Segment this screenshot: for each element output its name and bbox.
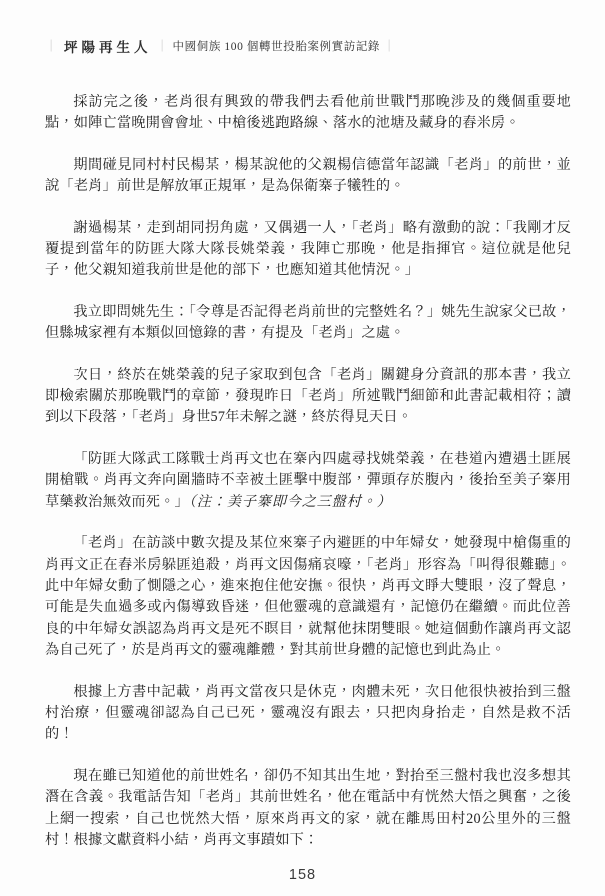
body-paragraph: 根據上方書中記載，肖再文當夜只是休克，肉體未死，次日他很快被抬到三盤村治療，但靈魂卻認為自己已死，靈魂沒有跟去，只把肉身抬走，自然是救不活的！	[45, 683, 571, 743]
body-paragraph: 現在雖已知道他的前世姓名，卻仍不知其出生地，對抬至三盤村我也沒多想其潛在含義。我電話告知「老肖」其前世姓名，他在電話中有恍然大悟之興奮，之後上網一搜索，自己也恍然大悟，原來肖再文的家，就在離馬田村20公里外的三盤村！根據文獻資料小結，肖再文事蹟如下：	[45, 767, 571, 848]
body-paragraph: 採訪完之後，老肖很有興致的帶我們去看他前世戰鬥那晚涉及的幾個重要地點，如陣亡當晚開會會址、中槍後逃跑路線、落水的池塘及藏身的舂米房。	[45, 94, 571, 132]
body-paragraph: 謝過楊某，走到胡同拐角處，又偶遇一人，「老肖」略有激動的說：「我剛才反覆提到當年的防匪大隊大隊長姚榮義，我陣亡那晚，他是指揮官。這位就是他兒子，他父親知道我前世是他的部下，也應知道其他情況。」	[45, 219, 571, 279]
editor-note: （注：美子寨即今之三盤村。）	[188, 493, 392, 510]
header-separator-bar: ｜	[385, 39, 393, 53]
quoted-passage: 「防匪大隊武工隊戰士肖再文也在寨內四處尋找姚榮義，在巷道內遭遇土匪展開槍戰。肖再文奔向圍牆時不幸被土匪擊中腹部，彈頭存於腹內，後抬至美子寨用草藥救治無效而死。」	[45, 450, 571, 510]
book-subtitle: 中國侗族 100 個轉世投胎案例實訪記錄	[172, 41, 381, 53]
page-body	[45, 92, 571, 871]
page-number: 158	[288, 867, 317, 883]
body-paragraph: 期間碰見同村村民楊某，楊某說他的父親楊信德當年認識「老肖」的前世，並說「老肖」前世是解放軍正規軍，是為保衛寨子犧牲的。	[45, 156, 571, 195]
running-header	[45, 36, 570, 56]
page-footer	[0, 866, 605, 884]
body-paragraph-quoted	[45, 449, 571, 513]
header-separator-bar: ｜	[47, 39, 55, 53]
body-paragraph: 「老肖」在訪談中數次提及某位來寨子內避匪的中年婦女，她發現中槍傷重的肖再文正在舂米房躲匪追殺，肖再文因傷痛哀嚎，「老肖」形容為「叫得很難聽」。此中年婦女動了惻隱之心，進來抱住他安撫。很快，肖再文睜大雙眼，沒了聲息，可能是失血過多或內傷導致昏迷，但他靈魂的意識還有，記憶仍在繼續。而此位善良的中年婦女誤認為肖再文是死不瞑目，就幫他抹閉雙眼。她這個動作讓肖再文認為自己死了，於是肖再文的靈魂離體，對其前世身體的記憶也到此為止。	[45, 535, 571, 659]
header-separator-bar: ｜	[158, 39, 165, 53]
body-paragraph: 我立即問姚先生：「令尊是否記得老肖前世的完整姓名？」姚先生說家父已故，但縣城家裡有本類似回憶錄的書，有提及「老肖」之處。	[45, 303, 571, 342]
book-title: 坪陽再生人	[64, 40, 152, 55]
body-paragraph: 次日，終於在姚榮義的兒子家取到包含「老肖」關鍵身分資訊的那本書，我立即檢索關於那晚戰鬥的章節，發現昨日「老肖」所述戰鬥細節和此書記載相符；讀到以下段落，「老肖」身世57年未解之謎，終於得見天日。	[45, 366, 571, 426]
